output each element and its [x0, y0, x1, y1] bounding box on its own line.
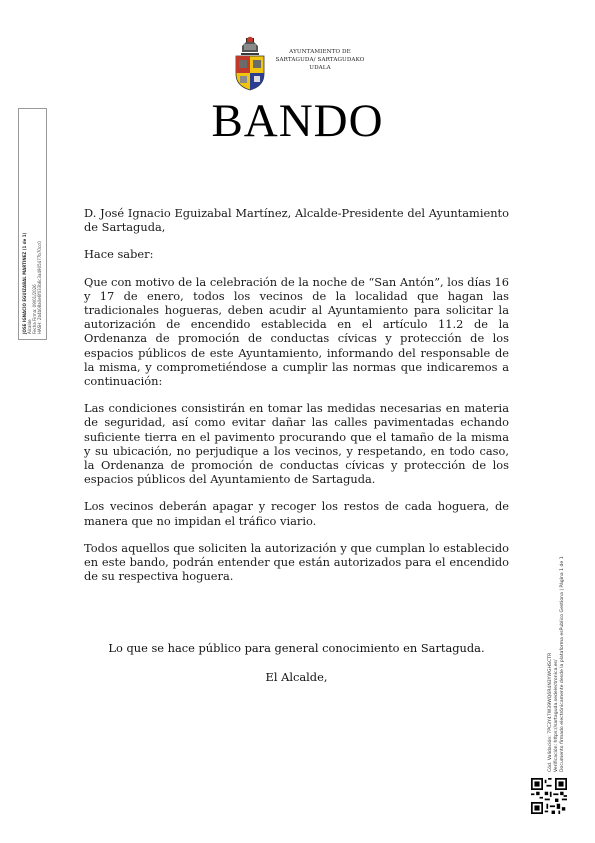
public-notice: Lo que se hace público para general conocimiento en Sartaguda.: [108, 641, 485, 655]
hace-saber: Hace saber:: [84, 247, 154, 262]
intro-paragraph: D. José Ignacio Eguizabal Martínez, Alcalde-Presidente del Ayuntamiento de Sartaguda,: [84, 206, 509, 235]
signature-stamp-text: [22, 114, 42, 334]
signature-date: Fecha Firma: 09/01/2026: [32, 284, 37, 334]
validation-platform: Documento firmado electrónicamente desde la plataforma esPublico Gestiona | Página 1 de 1: [560, 556, 565, 772]
municipality-line-2: SARTAGUDA/ SARTAGUDAKO: [275, 57, 365, 63]
municipality-line-1: AYUNTAMIENTO DE: [289, 49, 351, 55]
closing-block: [84, 641, 509, 699]
municipality-name: [272, 48, 368, 72]
document-body: [84, 206, 509, 596]
signer-role: Alcalde: [27, 319, 32, 334]
municipality-line-3: UDALA: [309, 65, 331, 71]
qr-code-icon[interactable]: [531, 778, 567, 814]
paragraph-3: Los vecinos deberán apagar y recoger los restos de cada hoguera, de manera que no impidan el tráfico viario.: [84, 499, 509, 528]
signature-hash: HASH: 2b4b08a0e6f033b6c3a4905477b70cc0: [37, 241, 42, 334]
validation-url: Verificación: https://sartaguda.sedelectronica.es/: [554, 659, 559, 772]
paragraph-4: Todos aquellos que soliciten la autorización y que cumplan lo establecido en este bando, podrán entender que están autorizados para el encendido de su respectiva hoguera.: [84, 540, 509, 584]
signoff: El Alcalde,: [265, 670, 328, 684]
paragraph-1: Que con motivo de la celebración de la noche de “San Antón”, los días 16 y 17 de enero, todos los vecinos de la localidad que hagan las tradicionales hogueras, deben acudir al Ayuntamiento para solicitar la autorización de encendido establecida en el artículo 11.2 de la Ordenanza de promoción de conductas cívicas y protección de los espacios públicos de este Ayuntamiento, informando del responsable de la misma, y comprometiéndose a cumplir las normas que indicaremos a continuación:: [84, 274, 509, 389]
paragraph-2: Las condiciones consistirán en tomar las medidas necesarias en materia de seguridad, así como evitar dañar las calles pavimentadas echando suficiente tierra en el pavimento procurando que el tamaño de la misma y su ubicación, no perjudique a los vecinos, y respetando, en todo caso, la Ordenanza de promoción de conductas cívicas y protección de los espacios públicos del Ayuntamiento de Sartaguda.: [84, 401, 509, 487]
validation-text: [548, 512, 566, 772]
validation-code: Cód. Validación: 7PC3Y47W39WQ6R4N3YWGHSCTR: [548, 652, 553, 772]
document-title: BANDO: [211, 95, 384, 147]
municipal-crest-icon: [232, 36, 268, 92]
signer-name: JOSE IGNACIO EGUIZABAL MARTINEZ (1 de 1): [22, 232, 27, 334]
signature-stamp: [18, 108, 47, 340]
